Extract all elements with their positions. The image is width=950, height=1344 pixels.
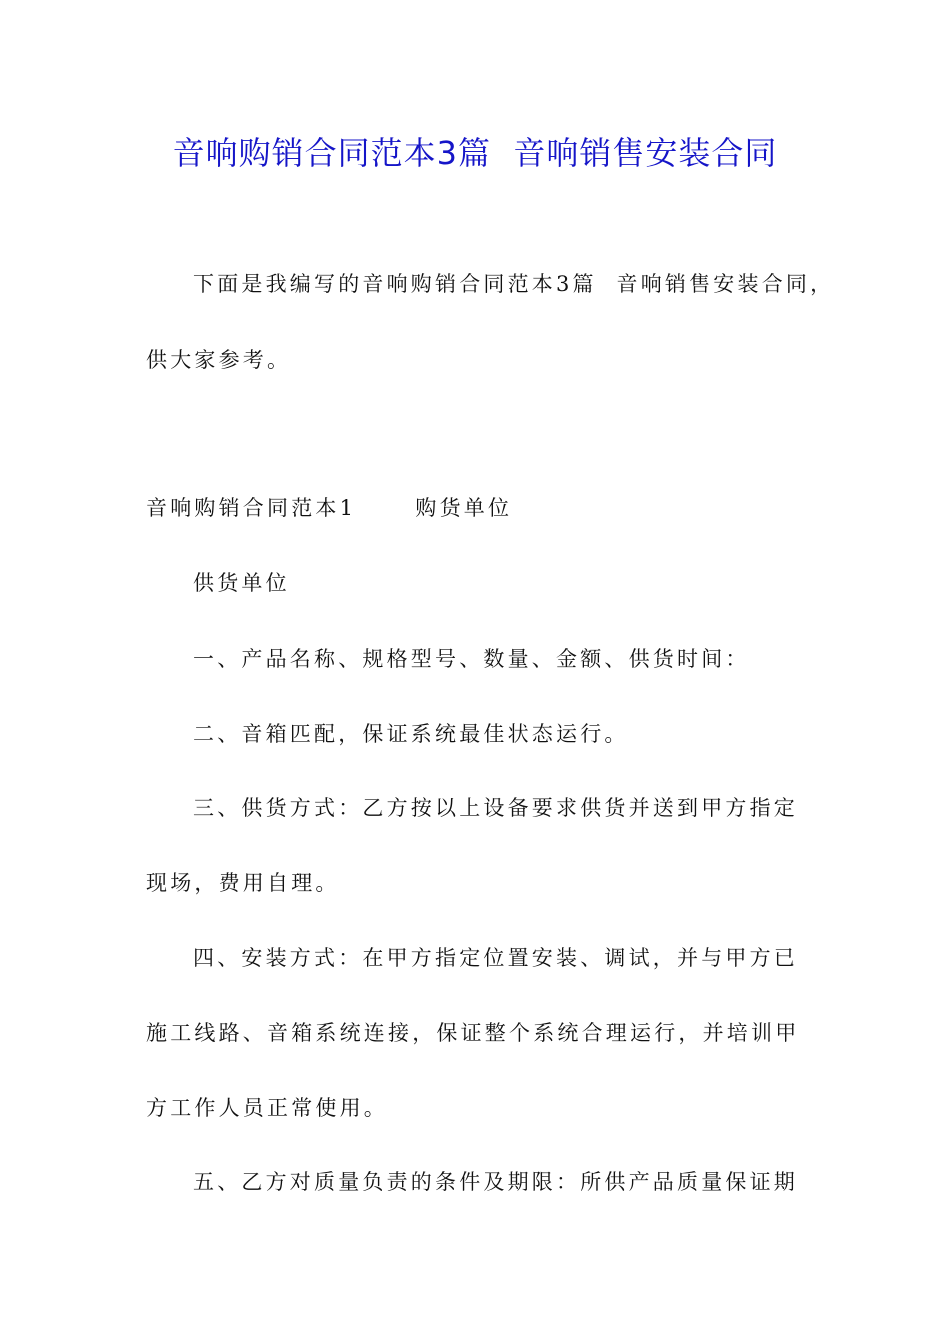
clause-5-line-1: 五、乙方对质量负责的条件及期限：所供产品质量保证期 [193,1170,798,1194]
clause-4-line-3: 方工作人员正常使用。 [146,1096,388,1120]
intro-paragraph-line-2: 供大家参考。 [146,348,292,372]
document-title: 音响购销合同范本3篇 音响销售安装合同 [172,134,778,172]
clause-3-line-2: 现场，费用自理。 [146,871,340,895]
clause-2-line-1: 二、音箱匹配，保证系统最佳状态运行。 [193,722,629,746]
clause-4-line-2: 施工线路、音箱系统连接，保证整个系统合理运行，并培训甲 [146,1021,800,1045]
section-heading-line: 音响购销合同范本1 购货单位 [146,496,513,520]
clause-1-line-1: 一、产品名称、规格型号、数量、金额、供货时间： [193,647,750,671]
clause-4-line-1: 四、安装方式：在甲方指定位置安装、调试，并与甲方已 [193,946,798,970]
intro-paragraph-line-1: 下面是我编写的音响购销合同范本3篇 音响销售安装合同， [193,272,835,296]
clause-3-line-1: 三、供货方式：乙方按以上设备要求供货并送到甲方指定 [193,796,798,820]
paragraph-supplier: 供货单位 [193,571,290,595]
